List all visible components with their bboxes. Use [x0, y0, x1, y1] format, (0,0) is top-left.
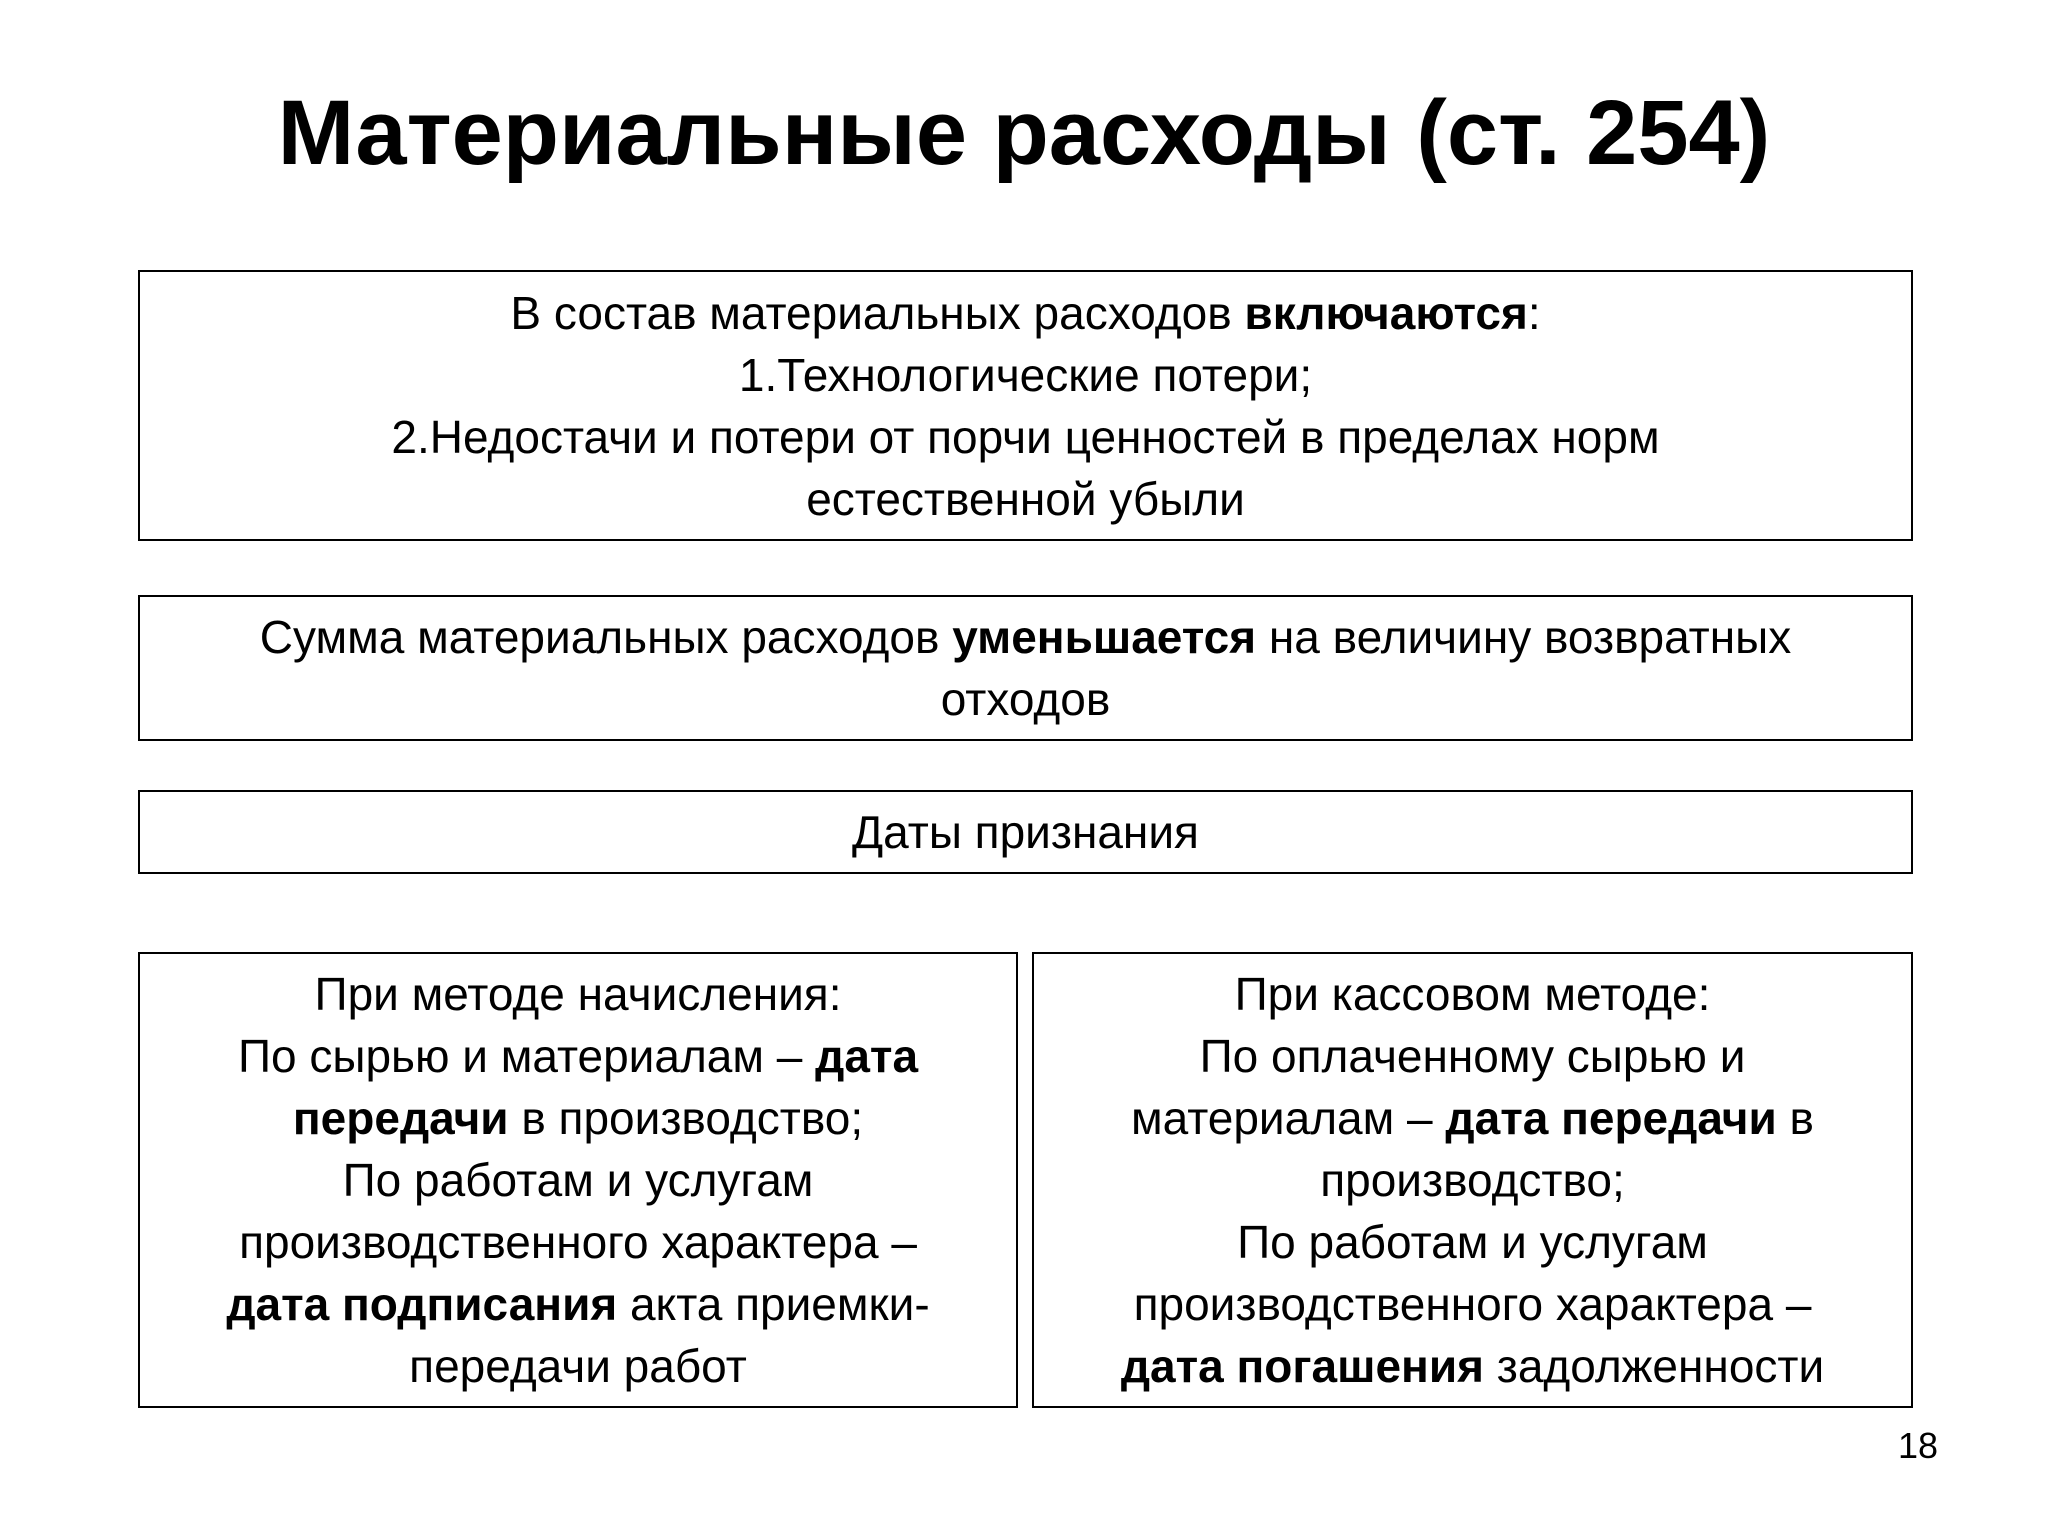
accrual-line-6 — [226, 1273, 929, 1335]
accrual-line-4: По работам и услугам — [342, 1154, 814, 1206]
cash-line-3-bold: дата передачи — [1445, 1092, 1777, 1144]
cash-line-5: По работам и услугам — [1237, 1216, 1708, 1268]
accrual-line-7: передачи работ — [409, 1340, 747, 1392]
accrual-line-2-bold: дата — [815, 1030, 919, 1082]
cash-line-7-text: задолженности — [1483, 1340, 1825, 1392]
cash-method-box — [1032, 952, 1913, 1408]
decrease-line-2: отходов — [940, 673, 1111, 725]
included-heading-colon: : — [1527, 286, 1541, 339]
cash-line-3-suffix: в — [1776, 1092, 1814, 1144]
cash-line-4: производство; — [1320, 1154, 1625, 1206]
cash-heading: При кассовом методе: — [1234, 968, 1711, 1020]
included-item-2-line-1: 2.Недостачи и потери от порчи ценностей в пределах норм — [391, 410, 1660, 463]
decrease-suffix: на величину возвратных — [1256, 611, 1792, 663]
decrease-line-1 — [260, 606, 1791, 668]
decrease-prefix: Сумма материальных расходов — [259, 611, 953, 663]
included-keyword: включаются — [1244, 286, 1528, 339]
accrual-heading: При методе начисления: — [314, 968, 842, 1020]
accrual-line-5: производственного характера – — [239, 1216, 917, 1268]
recognition-dates-box — [138, 790, 1913, 874]
accrual-method-box — [138, 952, 1018, 1408]
included-heading-text: В состав материальных расходов — [510, 286, 1245, 339]
decrease-box — [138, 595, 1913, 741]
included-item-2-line-2: естественной убыли — [806, 472, 1245, 525]
accrual-line-2-text: По сырью и материалам – — [237, 1030, 816, 1082]
cash-line-7 — [1121, 1335, 1824, 1397]
cash-line-2: По оплаченному сырью и — [1199, 1030, 1746, 1082]
cash-line-3 — [1131, 1087, 1814, 1149]
accrual-line-2 — [238, 1025, 918, 1087]
cash-line-7-bold: дата погашения — [1120, 1340, 1484, 1392]
cash-line-3-text: материалам – — [1131, 1092, 1446, 1144]
included-expenses-box — [138, 270, 1913, 541]
page-number: 18 — [1897, 1425, 1938, 1466]
accrual-line-3-bold: передачи — [292, 1092, 509, 1144]
decrease-keyword: уменьшается — [952, 611, 1257, 663]
accrual-line-3-text: в производство; — [508, 1092, 864, 1144]
accrual-line-3 — [293, 1087, 863, 1149]
included-item-1: 1.Технологические потери; — [738, 348, 1313, 401]
accrual-line-6-text: акта приемки- — [617, 1278, 930, 1330]
included-heading — [510, 282, 1540, 344]
slide-title: Материальные расходы (ст. 254) — [277, 82, 1771, 184]
cash-line-6: производственного характера – — [1133, 1278, 1812, 1330]
recognition-dates-label: Даты признания — [852, 806, 1199, 858]
accrual-line-6-bold: дата подписания — [226, 1278, 618, 1330]
